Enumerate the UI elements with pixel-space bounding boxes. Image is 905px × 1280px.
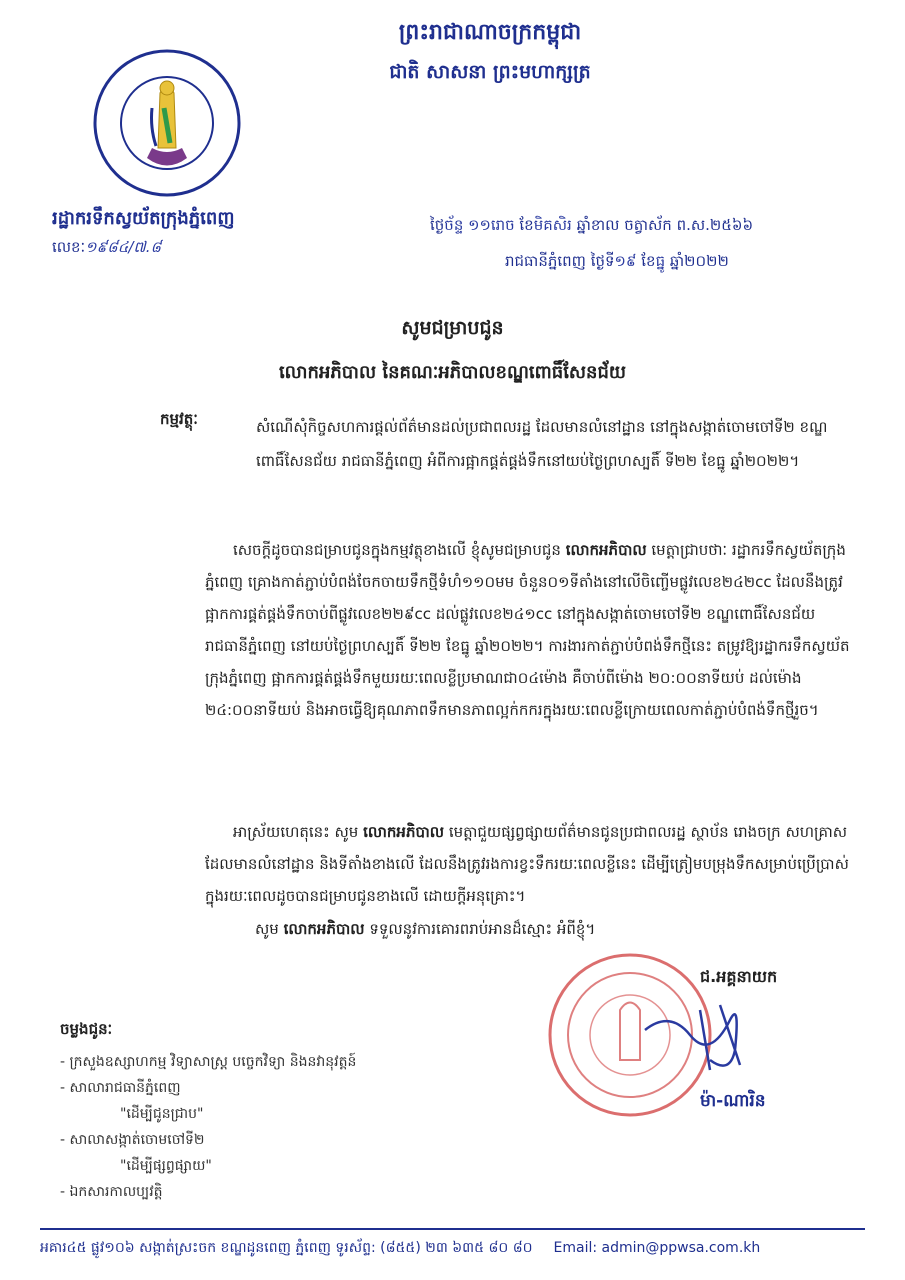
- reference-value: ១៩៨៤/៧.៨: [85, 238, 162, 256]
- cc-item: - សាលាសង្កាត់ចោមចៅទី២: [60, 1132, 205, 1148]
- p2-rest: មេត្តាជួយផ្សព្វផ្សាយព័ត៌មានជូនប្រជាពលរដ្ឋ ស្ថាប័ន រោងចក្រ សហគ្រាស ដែលមានលំនៅដ្ឋាន និងទីតាំងខាងលើ ដែលនឹងត្រូវរងការខ្វះទឹករយៈពេលខ្លីនេះ ដើម្បីត្រៀមបម្រុងទឹកសម្រាប់ប្រើប្រាស់ក្នុងរយៈពេលដូចបានជម្រាបជូនខាងលើ ដោយក្តីអនុគ្រោះ។: [205, 823, 849, 905]
- solar-date-year: ឆ្នាំ២០២២: [669, 252, 729, 270]
- solar-date-month: ធ្នូ: [655, 252, 666, 270]
- recipient: លោកអភិបាល នៃគណៈអភិបាលខណ្ឌពោធិ៍សែនជ័យ: [278, 362, 627, 383]
- signatory-name: ម៉ា-ណារិន: [700, 1091, 766, 1111]
- reference-number: [52, 238, 161, 260]
- kingdom-title: ព្រះរាជាណាចក្រកម្ពុជា: [398, 20, 582, 45]
- reference-label: លេខៈ: [52, 238, 86, 256]
- organization-name: រដ្ឋាករទឹកស្វយ័តក្រុងភ្នំពេញ: [52, 208, 235, 229]
- handwritten-signature: [640, 990, 770, 1080]
- footer: [40, 1238, 865, 1259]
- closing-bold: លោកអភិបាល: [283, 920, 365, 938]
- closing-line: [255, 920, 855, 942]
- lunar-date-prefix: ថ្ងៃ: [430, 216, 445, 234]
- p2-start: អាស្រ័យហេតុនេះ សូម: [233, 823, 359, 841]
- body-paragraph-1: [205, 534, 860, 726]
- footer-divider: [40, 1228, 865, 1230]
- p1-rest: មេត្តាជ្រាបថាៈ រដ្ឋាករទឹកស្វយ័តក្រុងភ្នំពេញ គ្រោងកាត់ភ្ជាប់បំពង់ចែកចាយទឹកថ្មីទំហំ១១០មម ចំនួន០១ទីតាំងនៅលើចិញ្ចើមផ្លូវលេខ២៤២cc ដែលនឹងត្រូវផ្អាកការផ្គត់ផ្គង់ទឹកចាប់ពីផ្លូវលេខ២២៩cc ដល់ផ្លូវលេខ២៤១cc នៅក្នុងសង្កាត់ចោមចៅទី២ ខណ្ឌពោធិ៍សែនជ័យ រាជធានីភ្នំពេញ នៅយប់ថ្ងៃព្រហស្បតិ៍ ទី២២ ខែធ្នូ ឆ្នាំ២០២២។ ការងារកាត់ភ្ជាប់បំពង់ទឹកថ្មីនេះ តម្រូវឱ្យរដ្ឋាករទឹកស្វយ័តក្រុងភ្នំពេញ ផ្អាកការផ្គត់ផ្គង់ទឹកមួយរយៈពេលខ្លីប្រមាណជា០៤ម៉ោង គឺចាប់ពីម៉ោង ២០:០០នាទីយប់ ដល់ម៉ោង ២៤:០០នាទីយប់ និងអាចធ្វើឱ្យគុណភាពទឹកមានភាពល្អក់កករក្នុងរយៈពេលខ្លីក្រោយពេលកាត់ភ្ជាប់បំពង់ទឹកថ្មីរួច។: [205, 541, 850, 719]
- solar-date-prefix: រាជធានីភ្នំពេញ ថ្ងៃទី: [505, 252, 615, 270]
- subject-label: កម្មវត្ថុៈ: [160, 410, 198, 428]
- cc-item: - សាលារាជធានីភ្នំពេញ: [60, 1080, 181, 1096]
- cc-item: - ក្រសួងឧស្សាហកម្ម វិទ្យាសាស្ត្រ បច្ចេកវិទ្យា និងនវានុវត្តន៍: [60, 1054, 357, 1070]
- closing-start: សូម: [255, 920, 279, 938]
- footer-email[interactable]: Email: admin@ppwsa.com.kh: [553, 1240, 761, 1256]
- signatory-title: ជ.អគ្គនាយក: [700, 967, 778, 986]
- cc-label: ចម្លងជូនៈ: [60, 1020, 113, 1038]
- lunar-date-month-label: ខែ: [519, 216, 534, 234]
- p1-bold: លោកអភិបាល: [565, 541, 647, 559]
- national-motto: ជាតិ សាសនា ព្រះមហាក្សត្រ: [389, 61, 591, 83]
- solar-date-month-label: ខែ: [641, 252, 656, 270]
- cc-item-note: "ដើម្បីផ្សព្វផ្សាយ": [120, 1158, 212, 1174]
- lunar-date-month: មិគសិរ: [533, 216, 572, 234]
- cc-item: - ឯកសារកាលប្បវត្តិ: [60, 1184, 163, 1200]
- p1-start: សេចក្តីដូចបានជម្រាបជូនក្នុងកម្មវត្ថុខាងលើ ខ្ញុំសូមជម្រាបជូន: [233, 541, 561, 559]
- subject-text: សំណើសុំកិច្ចសហការផ្តល់ព័ត៌មានដល់ប្រជាពលរដ្ឋ ដែលមានលំនៅដ្ឋាន នៅក្នុងសង្កាត់ចោមចៅទី២ ខណ្ឌពោធិ៍សែនជ័យ រាជធានីភ្នំពេញ អំពីការផ្អាកផ្គត់ផ្គង់ទឹកនៅយប់ថ្ងៃព្រហស្បតិ៍ ទី២២ ខែធ្នូ ឆ្នាំ២០២២។: [256, 418, 828, 470]
- solar-date: [505, 252, 870, 274]
- footer-address: អគារ៤៥ ផ្លូវ១០៦ សង្កាត់ស្រះចក ខណ្ឌដូនពេញ ភ្នំពេញ ទូរស័ព្ទ: (៨៥៥) ២៣ ៦៣៥ ៨០ ៨០: [40, 1240, 533, 1256]
- salutation: សូមជម្រាបជូន: [401, 317, 504, 339]
- solar-date-day: ១៩: [614, 252, 637, 270]
- p2-bold: លោកអភិបាល: [363, 823, 445, 841]
- body-paragraph-2: [205, 816, 860, 912]
- closing-rest: ទទួលនូវការគោរពរាប់អានដ៏ស្មោះ អំពីខ្ញុំ។: [369, 920, 596, 938]
- ppwsa-logo: [92, 48, 242, 198]
- cc-item-note: "ដើម្បីជូនជ្រាប": [120, 1106, 204, 1122]
- lunar-date: [430, 216, 870, 238]
- lunar-date-day: ច័ន្ទ ១១រោច: [444, 216, 515, 234]
- lunar-date-year: ឆ្នាំខាល ចត្វាស័ក ព.ស.២៥៦៦: [576, 216, 754, 234]
